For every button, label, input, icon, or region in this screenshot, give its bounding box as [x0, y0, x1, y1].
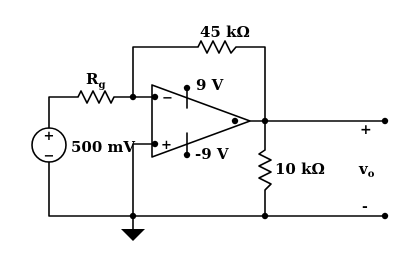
noninverting-input-pin: [152, 141, 158, 147]
feedback-resistor: [198, 41, 236, 53]
negative-supply-pin: [184, 152, 190, 158]
output-minus-terminal: [382, 213, 388, 219]
positive-supply-pin: [184, 85, 190, 91]
ground-node-dot: [130, 213, 136, 219]
source-minus-sign: −: [43, 149, 55, 164]
output-voltage-subscript: o: [367, 169, 375, 180]
positive-supply-label: 9 V: [196, 76, 224, 94]
noninverting-input-sign: +: [161, 138, 172, 153]
load-ground-node-dot: [262, 213, 268, 219]
source-voltage-label: 500 mV: [71, 138, 136, 156]
input-resistor-subscript: g: [98, 80, 106, 91]
source-plus-sign: +: [43, 129, 55, 144]
load-resistor-label: 10 kΩ: [275, 160, 325, 178]
input-resistor-name: R: [86, 70, 99, 88]
opamp-output-pin: [232, 118, 238, 124]
inverting-input-pin: [152, 94, 158, 100]
output-node-dot: [262, 118, 268, 124]
ground-rail: [49, 162, 385, 216]
output-plus-terminal: [382, 118, 388, 124]
input-resistor: [78, 91, 114, 103]
ground-symbol: [121, 229, 145, 241]
feedback-resistor-label: 45 kΩ: [200, 23, 250, 41]
inverting-node-dot: [130, 94, 136, 100]
output-voltage-label: [358, 160, 375, 180]
output-voltage-name: v: [359, 160, 368, 178]
load-resistor: [259, 150, 271, 190]
output-plus-sign: +: [360, 122, 372, 138]
input-wire: [49, 97, 155, 128]
input-resistor-label: [86, 70, 105, 91]
output-minus-sign: -: [362, 199, 368, 215]
inverting-input-sign: −: [162, 91, 173, 106]
negative-supply-label: -9 V: [195, 145, 229, 163]
